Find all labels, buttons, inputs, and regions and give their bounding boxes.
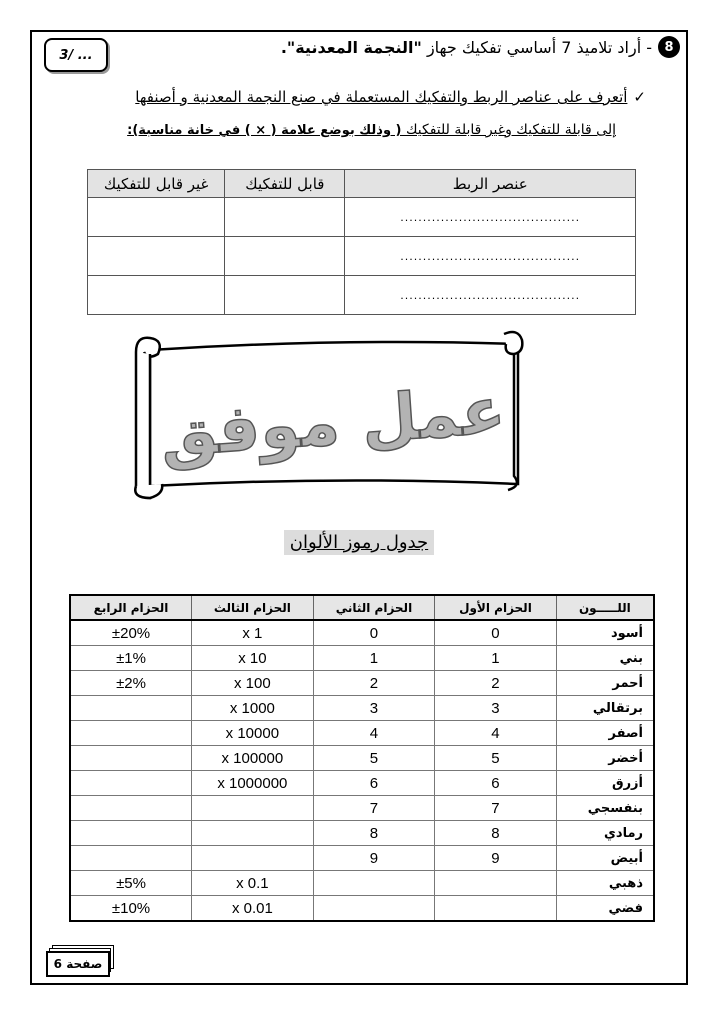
header-cell: اللـــــون [556, 595, 654, 620]
objective-line [135, 88, 646, 106]
color-name-cell: أزرق [556, 771, 654, 796]
color-code-table [69, 594, 655, 922]
table-cell: x 0.01 [192, 896, 314, 922]
color-name-cell: برتقالي [556, 696, 654, 721]
table-cell [313, 896, 435, 922]
answer-blank[interactable]: ........................................ [345, 276, 636, 315]
table-cell [435, 896, 557, 922]
caption-text: جدول رموز الألوان [284, 530, 434, 555]
color-name-cell: أخضر [556, 746, 654, 771]
table-cell: ±10% [70, 896, 192, 922]
table-cell: 6 [313, 771, 435, 796]
checkbox-cell[interactable] [88, 276, 225, 315]
table-cell: x 100000 [192, 746, 314, 771]
table-cell [313, 871, 435, 896]
question-line [281, 36, 680, 58]
table-cell: 5 [435, 746, 557, 771]
header-cell: قابل للتفكيك [225, 170, 345, 198]
table-cell: 1 [313, 646, 435, 671]
table-cell [192, 821, 314, 846]
color-name-cell: أسود [556, 620, 654, 646]
table-cell: 4 [435, 721, 557, 746]
table-cell: ±1% [70, 646, 192, 671]
color-name-cell: رمادي [556, 821, 654, 846]
table-cell: x 0.1 [192, 871, 314, 896]
table-cell: ±20% [70, 620, 192, 646]
banner-text: عمل موفق [157, 374, 508, 472]
table-row [70, 671, 654, 696]
checkbox-cell[interactable] [225, 276, 345, 315]
instruction-bold: ( وذلك بوضع علامة ( × ) في خانة مناسبة): [127, 123, 402, 138]
instruction-line [127, 122, 616, 138]
checkbox-cell[interactable] [225, 198, 345, 237]
color-name-cell: فضي [556, 896, 654, 922]
table-cell [70, 771, 192, 796]
table-cell: 3 [435, 696, 557, 721]
page-number-badge [44, 947, 110, 975]
color-name-cell: ذهبي [556, 871, 654, 896]
header-cell: عنصر الربط [345, 170, 636, 198]
table-row [70, 771, 654, 796]
table-row [70, 721, 654, 746]
table-cell [70, 846, 192, 871]
color-name-cell: أحمر [556, 671, 654, 696]
table-cell: 6 [435, 771, 557, 796]
table-cell [192, 796, 314, 821]
answer-blank[interactable]: ........................................ [345, 198, 636, 237]
page-frame [30, 30, 688, 985]
checkbox-cell[interactable] [88, 237, 225, 276]
header-cell: الحزام الرابع [70, 595, 192, 620]
table-cell: 1 [435, 646, 557, 671]
table-cell [70, 796, 192, 821]
table-cell: 9 [313, 846, 435, 871]
check-icon: ✓ [633, 88, 646, 106]
table-cell [192, 846, 314, 871]
table-row [70, 896, 654, 922]
table-cell: 7 [313, 796, 435, 821]
table-cell: 2 [313, 671, 435, 696]
table-row [70, 696, 654, 721]
table-cell: x 1000 [192, 696, 314, 721]
table-cell: 8 [313, 821, 435, 846]
table-row [70, 846, 654, 871]
table-cell: 9 [435, 846, 557, 871]
color-name-cell: بنفسجي [556, 796, 654, 821]
table-cell: 7 [435, 796, 557, 821]
header-cell: الحزام الثالث [192, 595, 314, 620]
score-box [44, 38, 108, 72]
color-table-caption [32, 530, 686, 555]
question-text [281, 38, 652, 57]
table-row [70, 620, 654, 646]
score-text: 3/ ... [59, 47, 93, 63]
table-row [88, 237, 636, 276]
table-cell [435, 871, 557, 896]
page-label: صفحة 6 [46, 951, 110, 977]
instruction-prefix: إلى قابلة للتفكيك وغير قابلة للتفكيك [401, 122, 616, 138]
objective-text: أتعرف على عناصر الربط والتفكيك المستعملة في صنع النجمة المعدنية و أصنفها [135, 88, 628, 106]
table-cell: 0 [313, 620, 435, 646]
header-cell: الحزام الأول [435, 595, 557, 620]
table-cell: 8 [435, 821, 557, 846]
table-cell [70, 746, 192, 771]
table-cell: 2 [435, 671, 557, 696]
table-row [70, 821, 654, 846]
table-cell: x 10000 [192, 721, 314, 746]
table-cell: x 10 [192, 646, 314, 671]
table-row [70, 746, 654, 771]
scroll-icon [128, 326, 528, 501]
table-row [70, 871, 654, 896]
table-cell: x 1000000 [192, 771, 314, 796]
checkbox-cell[interactable] [225, 237, 345, 276]
table-cell: ±2% [70, 671, 192, 696]
question-text-bold: "النجمة المعدنية". [280, 37, 422, 57]
header-cell: الحزام الثاني [313, 595, 435, 620]
table-row [70, 796, 654, 821]
table-cell: ±5% [70, 871, 192, 896]
table-row [88, 198, 636, 237]
question-text-main: - أراد تلاميذ 7 أساسي تفكيك جهاز [421, 37, 652, 57]
table-row [88, 276, 636, 315]
color-header-row [70, 595, 654, 620]
table-cell: 0 [435, 620, 557, 646]
good-luck-banner [128, 326, 528, 501]
color-name-cell: أبيض [556, 846, 654, 871]
table-cell [70, 721, 192, 746]
table-cell [70, 821, 192, 846]
classification-header-row [88, 170, 636, 198]
answer-blank[interactable]: ........................................ [345, 237, 636, 276]
table-cell [70, 696, 192, 721]
table-cell: 3 [313, 696, 435, 721]
question-number-badge: 8 [658, 36, 680, 58]
color-name-cell: أصفر [556, 721, 654, 746]
header-cell: غير قابل للتفكيك [88, 170, 225, 198]
table-cell: x 1 [192, 620, 314, 646]
table-cell: 5 [313, 746, 435, 771]
table-cell: 4 [313, 721, 435, 746]
table-row [70, 646, 654, 671]
color-name-cell: بني [556, 646, 654, 671]
table-cell: x 100 [192, 671, 314, 696]
checkbox-cell[interactable] [88, 198, 225, 237]
classification-table [87, 169, 636, 315]
